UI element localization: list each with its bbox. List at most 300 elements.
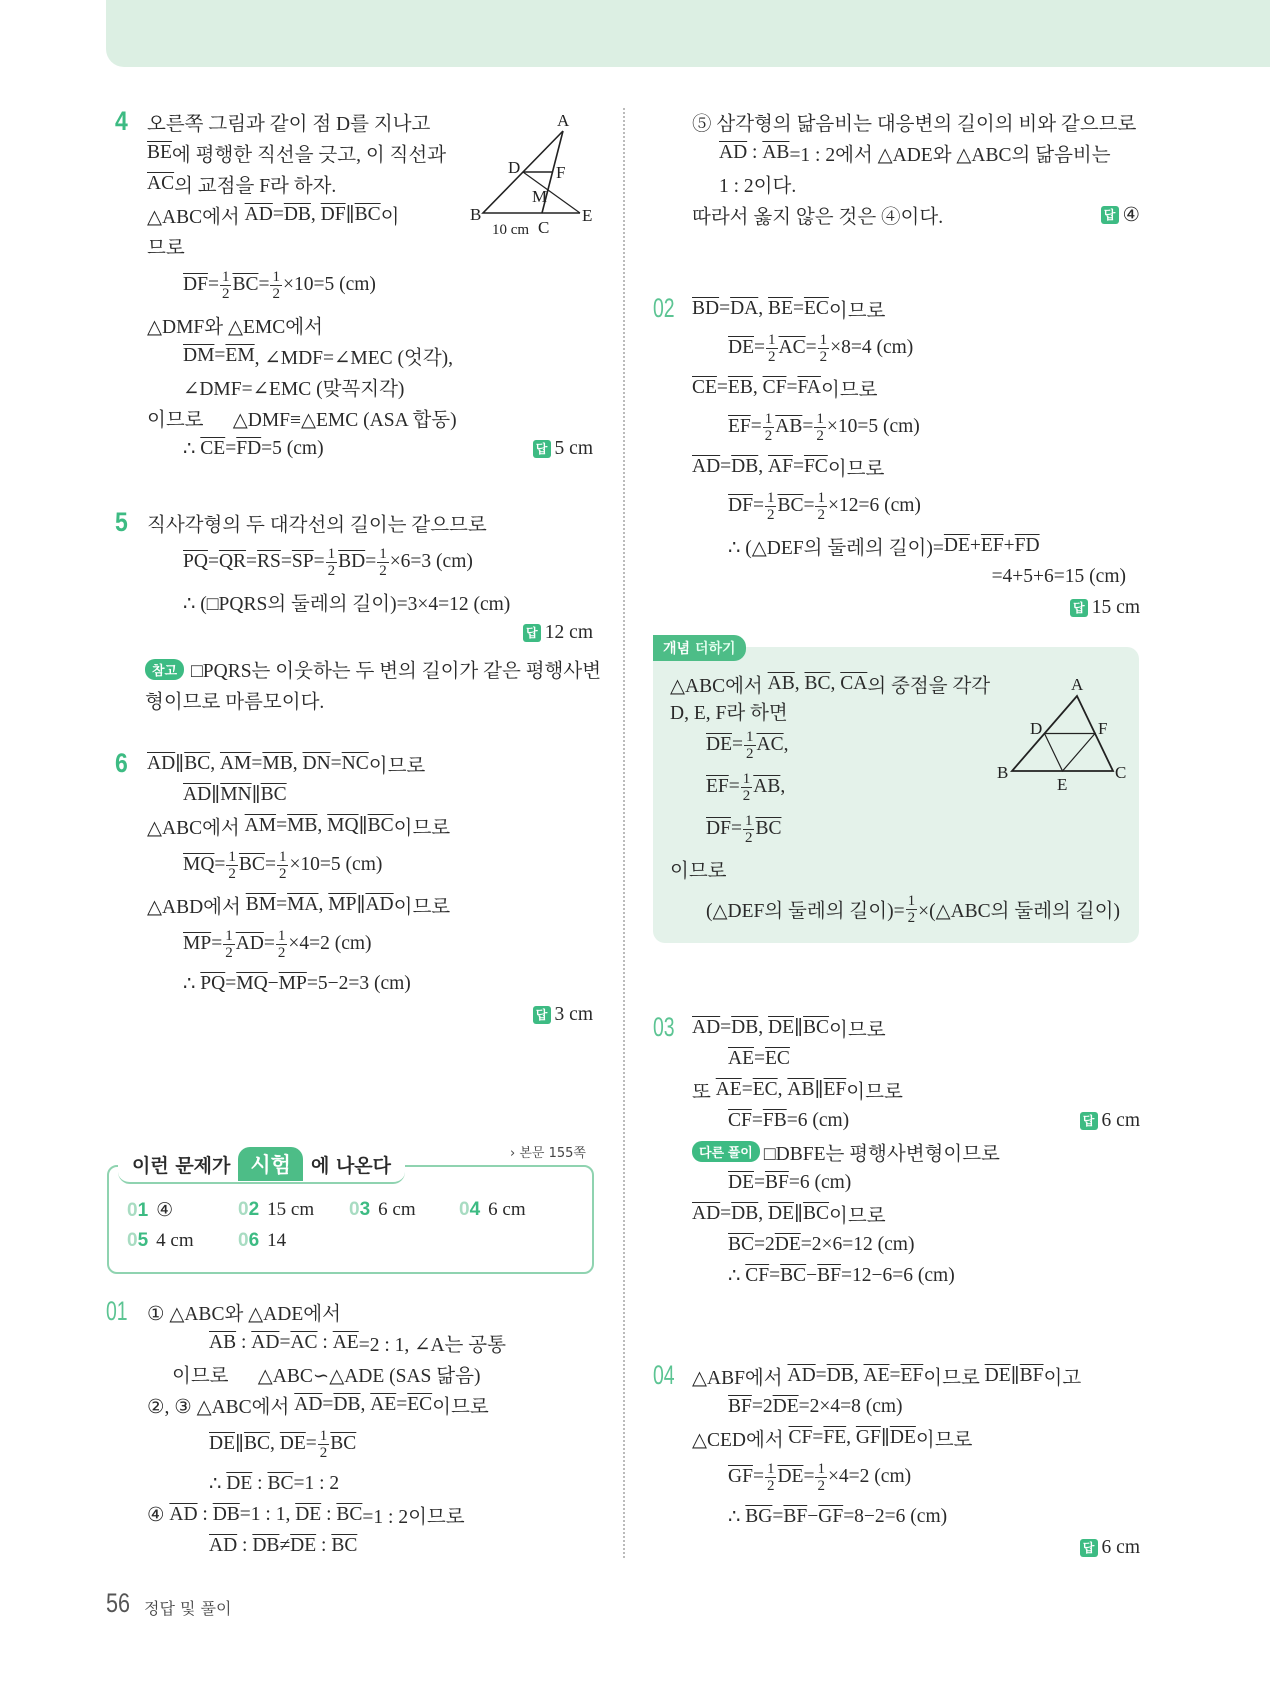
- text-run: ,: [270, 1433, 280, 1454]
- segment-name: $\overline{AB}$: [762, 141, 790, 163]
- text-line: [147, 810, 593, 841]
- segment-name: $\overline{BF}$: [783, 1505, 808, 1527]
- question-number: [238, 1230, 259, 1251]
- segment-name: $\overline{BE}$: [768, 297, 793, 319]
- text-run: ≠: [279, 1534, 291, 1556]
- text-run: =2 : 1, ∠A는 공통: [358, 1334, 506, 1356]
- fraction: [818, 332, 830, 365]
- text-line: [692, 324, 1140, 372]
- text-run: ∥: [211, 784, 221, 806]
- segment-name: $\overline{MQ}$: [327, 814, 359, 836]
- text-run: ∥: [345, 204, 355, 226]
- segment-name: $\overline{MB}$: [262, 752, 293, 774]
- segment-name: $\overline{AM}$: [244, 814, 277, 836]
- title-highlight: 시험: [238, 1147, 303, 1181]
- segment-name: $\overline{AD}$: [183, 783, 212, 805]
- text-run: 이므로: [923, 1367, 985, 1389]
- text-run: ,: [846, 1426, 856, 1448]
- tab-label: 더하기: [694, 641, 736, 657]
- segment-name: $\overline{BC}$: [755, 818, 782, 839]
- text-run: −: [807, 1505, 819, 1527]
- footer-title: 정답 및 풀이: [144, 1599, 232, 1618]
- text-line: [147, 841, 593, 889]
- text-line: [692, 106, 1140, 137]
- text-line: [670, 888, 1130, 930]
- text-line: [692, 1501, 1140, 1532]
- text-run: 오른쪽 그림과 같이 점 D를 지나고: [147, 113, 431, 135]
- text-run: =8−2=6 (cm): [843, 1505, 948, 1527]
- text-run: 이므로: [829, 1205, 886, 1227]
- segment-name: $\overline{AD}$: [365, 893, 394, 915]
- answer: [1070, 597, 1140, 619]
- segment-name: $\overline{QR}$: [218, 551, 247, 572]
- text-run: ∥: [814, 1079, 824, 1101]
- text-run: ×10=5 (cm): [282, 274, 376, 295]
- text-line: [147, 340, 593, 371]
- segment-name: $\overline{DN}$: [302, 752, 331, 774]
- number-prefix: 0: [238, 1230, 249, 1251]
- text-run: =: [805, 337, 817, 358]
- text-run: =: [792, 297, 804, 319]
- segment-name: $\overline{RS}$: [257, 551, 281, 572]
- text-run: :: [316, 1534, 332, 1556]
- question-number: [459, 1199, 480, 1220]
- text-line: [147, 1499, 594, 1530]
- segment-name: $\overline{CE}$: [692, 376, 717, 398]
- segment-name: $\overline{DB}$: [333, 1393, 361, 1415]
- segment-name: $\overline{AD}$: [692, 1202, 721, 1224]
- segment-name: $\overline{BM}$: [245, 893, 277, 915]
- text-run: ,: [752, 376, 763, 398]
- text-run: =2×6=12 (cm): [800, 1233, 915, 1255]
- text-run: =4+5+6=15 (cm): [991, 565, 1126, 587]
- segment-name: $\overline{AM}$: [219, 752, 252, 774]
- answer-value: 15 cm: [1091, 596, 1140, 618]
- label-B: B: [470, 205, 482, 224]
- text-line: [147, 1327, 594, 1358]
- text-run: △ABD에서: [147, 896, 246, 918]
- number-prefix: 0: [459, 1199, 470, 1220]
- segment-name: $\overline{MB}$: [287, 814, 318, 836]
- text-run: =: [214, 344, 226, 366]
- text-run: ,: [777, 1078, 788, 1100]
- text-run: =: [272, 203, 284, 225]
- text-run: =5 (cm): [261, 437, 324, 459]
- segment-name: $\overline{DE}$: [226, 1472, 253, 1494]
- text-run: =: [276, 893, 288, 915]
- segment-name: $\overline{DB}$: [731, 1016, 759, 1038]
- text-run: =12−6=6 (cm): [841, 1264, 955, 1286]
- text-run: 의 교점을 F라 하자.: [174, 175, 337, 197]
- text-run: =: [732, 734, 743, 755]
- numerator: 1: [907, 892, 916, 909]
- text-run: ④: [147, 1504, 170, 1526]
- text-run: 형이므로 마름모이다.: [145, 691, 325, 713]
- text-run: 따라서 옳지 않은 것은 ④이다.: [692, 206, 944, 228]
- segment-name: $\overline{MP}$: [328, 893, 357, 915]
- text-line: [145, 653, 602, 684]
- fraction: [277, 849, 289, 882]
- triangle-figure-2: [990, 670, 1130, 800]
- text-run: ∴ (□PQRS의 둘레의 길이)=3×4=12 (cm): [183, 593, 511, 615]
- text-run: ∴: [209, 1473, 227, 1495]
- text-run: =: [207, 551, 219, 572]
- text-run: 이므로: [432, 1396, 489, 1418]
- text-run: =: [752, 495, 764, 516]
- text-run: =: [792, 455, 804, 477]
- numerator: 1: [817, 1460, 825, 1477]
- denominator: 2: [278, 865, 287, 882]
- segment-name: $\overline{AD}$: [169, 1503, 198, 1525]
- text-line: [147, 538, 593, 586]
- text-line: [147, 617, 593, 648]
- segment-name: $\overline{AB}$: [209, 1331, 237, 1353]
- segment-name: $\overline{BC}$: [336, 1503, 363, 1525]
- text-run: △ABF에서: [692, 1367, 788, 1389]
- tab-label: 개념: [663, 641, 691, 657]
- question-01-continued: [692, 106, 1140, 230]
- segment-name: $\overline{AF}$: [768, 455, 793, 477]
- label-F: F: [556, 163, 566, 182]
- text-line: [692, 1453, 1140, 1501]
- text-line: [670, 850, 1130, 888]
- segment-name: $\overline{GF}$: [855, 1426, 881, 1448]
- segment-name: $\overline{MN}$: [220, 783, 252, 805]
- exam-answer-item: [127, 1230, 194, 1252]
- segment-name: $\overline{BC}$: [777, 495, 804, 516]
- text-run: ∥: [1010, 1365, 1020, 1387]
- segment-name: $\overline{DE}$: [768, 1016, 795, 1038]
- segment-name: $\overline{BC}$: [260, 783, 287, 805]
- text-run: ,: [853, 1364, 864, 1386]
- text-run: ∴: [728, 1265, 746, 1287]
- segment-name: $\overline{FD}$: [1014, 534, 1040, 556]
- text-run: =: [305, 1433, 317, 1454]
- exam-answer-item: [349, 1199, 416, 1221]
- segment-name: $\overline{MQ}$: [236, 972, 268, 994]
- text-run: =: [812, 1426, 824, 1448]
- text-line: [145, 684, 595, 715]
- segment-name: $\overline{BG}$: [745, 1505, 773, 1527]
- answer-value: 15 cm: [267, 1199, 315, 1220]
- text-line: [692, 372, 1140, 403]
- text-run: ∴: [183, 973, 201, 995]
- segment-name: $\overline{AE}$: [715, 1078, 742, 1100]
- number-digit: 3: [359, 1199, 371, 1220]
- segment-name: $\overline{AD}$: [787, 1364, 816, 1386]
- text-run: ×10=5 (cm): [289, 854, 383, 875]
- segment-name: $\overline{BC}$: [331, 1534, 358, 1556]
- page-reference-link[interactable]: [510, 1142, 586, 1161]
- numerator: 1: [221, 268, 230, 285]
- denominator: 2: [277, 944, 286, 961]
- text-run: ∥: [794, 1203, 804, 1225]
- text-run: ,: [758, 1202, 769, 1224]
- label-E: E: [582, 206, 593, 225]
- segment-name: $\overline{CE}$: [200, 437, 226, 459]
- text-run: =: [313, 551, 325, 572]
- label-F: F: [1098, 719, 1108, 738]
- segment-name: $\overline{AC}$: [778, 337, 806, 358]
- label-A: A: [1071, 675, 1084, 694]
- fraction: [765, 1461, 777, 1494]
- problem-5: [115, 507, 593, 648]
- text-run: =: [207, 274, 219, 295]
- answer-value: 6 cm: [378, 1199, 416, 1220]
- segment-name: $\overline{BF}$: [1019, 1364, 1044, 1386]
- text-line: [692, 592, 1140, 623]
- segment-name: $\overline{MQ}$: [183, 854, 215, 875]
- segment-name: $\overline{SP}$: [291, 551, 314, 572]
- fraction: [766, 332, 778, 365]
- segment-name: $\overline{DE}$: [279, 1433, 306, 1454]
- text-run: =2: [754, 1233, 775, 1255]
- label-length: 10 cm: [492, 222, 530, 238]
- text-run: =: [720, 455, 732, 477]
- text-line: [147, 889, 593, 920]
- title-part: 에 나온다: [310, 1154, 391, 1177]
- segment-name: $\overline{EC}$: [765, 1047, 790, 1069]
- numerator: 1: [744, 812, 753, 829]
- text-run: =: [280, 551, 292, 572]
- header-band: [106, 0, 1270, 67]
- denominator: 2: [819, 348, 828, 365]
- segment-name: $\overline{DF}$: [706, 818, 731, 839]
- text-line: [147, 1358, 594, 1389]
- fraction: [763, 411, 775, 444]
- question-03: [653, 1012, 1140, 1291]
- segment-name: $\overline{CF}$: [762, 376, 787, 398]
- text-line: [147, 748, 593, 779]
- text-run: :: [252, 1472, 268, 1494]
- segment-name: $\overline{EF}$: [706, 776, 729, 797]
- segment-name: $\overline{BF}$: [728, 1395, 752, 1417]
- segment-name: $\overline{DE}$: [889, 1426, 916, 1448]
- text-run: 이므로: [820, 379, 878, 401]
- text-run: =: [772, 1505, 784, 1527]
- denominator: 2: [746, 745, 754, 762]
- segment-name: $\overline{DE}$: [777, 1466, 804, 1487]
- text-line: [147, 433, 593, 464]
- answer: [1101, 203, 1140, 227]
- segment-name: $\overline{EC}$: [803, 297, 829, 319]
- text-line: [147, 968, 593, 999]
- exam-box-title: [118, 1146, 405, 1184]
- segment-name: $\overline{AD}$: [244, 203, 273, 225]
- segment-name: $\overline{BC}$: [367, 814, 394, 836]
- segment-name: $\overline{BC}$: [267, 1472, 294, 1494]
- number-digit: 6: [248, 1230, 260, 1251]
- segment-name: $\overline{GF}$: [818, 1505, 844, 1527]
- text-run: ∠DMF=∠EMC (맞꼭지각): [183, 378, 405, 400]
- text-run: −: [806, 1264, 818, 1286]
- text-line: [692, 168, 1140, 199]
- text-run: ×(△ABC의 둘레의 길이): [918, 901, 1120, 922]
- text-run: =: [225, 972, 237, 994]
- text-line: [147, 999, 593, 1030]
- question-number: [127, 1230, 148, 1251]
- text-run: ×4=2 (cm): [827, 1466, 912, 1487]
- numerator: 1: [225, 927, 233, 944]
- text-line: [692, 137, 1140, 168]
- label-D: D: [508, 158, 521, 177]
- text-run: ,: [210, 752, 220, 774]
- segment-name: $\overline{BF}$: [765, 1171, 789, 1193]
- label-D: D: [1030, 719, 1043, 738]
- segment-name: $\overline{CF}$: [728, 1109, 752, 1131]
- denominator: 2: [744, 829, 753, 846]
- text-run: =: [330, 752, 342, 774]
- text-run: =: [802, 416, 814, 437]
- text-run: +: [969, 534, 981, 556]
- segment-name: $\overline{BD}$: [338, 551, 366, 572]
- text-run: ,: [317, 814, 328, 836]
- numerator: 1: [319, 1427, 328, 1444]
- segment-name: $\overline{EC}$: [752, 1078, 778, 1100]
- text-run: =: [815, 1364, 827, 1386]
- text-line: [147, 309, 593, 340]
- text-run: −: [267, 972, 279, 994]
- text-run: :: [236, 1331, 252, 1353]
- segment-name: $\overline{FE}$: [823, 1426, 847, 1448]
- numerator: 1: [768, 331, 776, 348]
- label-C: C: [1115, 763, 1127, 782]
- text-run: :: [747, 141, 763, 163]
- text-run: ,: [360, 1393, 371, 1415]
- text-run: =: [225, 437, 237, 459]
- denominator: 2: [768, 348, 776, 365]
- text-run: =: [730, 818, 742, 839]
- text-run: =: [276, 814, 288, 836]
- text-run: =5−2=3 (cm): [306, 972, 411, 994]
- text-run: :: [237, 1534, 253, 1556]
- note-5: [145, 653, 602, 715]
- text-run: ,: [310, 203, 321, 225]
- text-run: =2×4=8 (cm): [798, 1395, 903, 1417]
- label-C: C: [538, 218, 550, 237]
- answer-value: 3 cm: [554, 1003, 593, 1025]
- text-run: =: [754, 337, 765, 358]
- fraction: [226, 849, 238, 882]
- segment-name: $\overline{DE}$: [728, 337, 754, 358]
- alt-solution-badge: 다른 풀이: [692, 1141, 760, 1162]
- text-run: ,: [318, 893, 329, 915]
- fraction: [270, 269, 282, 302]
- answer-value: 6 cm: [1101, 1109, 1140, 1131]
- text-run: =: [251, 752, 263, 774]
- text-line: [692, 561, 1140, 592]
- fraction: [220, 269, 232, 302]
- text-run: □PQRS는 이웃하는 두 변의 길이가 같은 평행사변: [191, 660, 602, 682]
- numerator: 1: [764, 410, 773, 427]
- fraction: [814, 411, 826, 444]
- answer-value: 6 cm: [488, 1199, 526, 1220]
- fraction: [743, 813, 755, 846]
- segment-name: $\overline{BC}$: [244, 1433, 271, 1454]
- text-run: =1 : 2에서 △ADE와 △ABC의 닮음비는: [789, 144, 1111, 166]
- fraction: [318, 1428, 330, 1461]
- text-run: 이므로: [915, 1429, 973, 1451]
- answer-icon: 답: [533, 1006, 551, 1024]
- denominator: 2: [817, 1477, 825, 1494]
- answer-icon: 답: [1070, 599, 1088, 617]
- text-line: [692, 482, 1140, 530]
- number-digit: 2: [248, 1199, 260, 1220]
- segment-name: $\overline{AC}$: [147, 172, 175, 194]
- question-number: 03: [653, 1012, 675, 1042]
- text-run: ×6=3 (cm): [389, 551, 473, 572]
- segment-name: $\overline{DB}$: [212, 1503, 240, 1525]
- answer-value: 12 cm: [544, 621, 593, 643]
- text-run: ×12=6 (cm): [827, 495, 921, 516]
- numerator: 1: [816, 410, 824, 427]
- denominator: 2: [816, 427, 824, 444]
- segment-name: $\overline{AB}$: [753, 776, 781, 797]
- denominator: 2: [228, 865, 236, 882]
- text-line: [692, 293, 1140, 324]
- question-number: 01: [106, 1296, 128, 1326]
- segment-name: $\overline{BE}$: [147, 141, 172, 163]
- text-run: 1 : 2이다.: [719, 175, 797, 197]
- segment-name: $\overline{EF}$: [900, 1364, 924, 1386]
- question-number: 02: [653, 293, 675, 323]
- text-run: 이므로: [827, 458, 885, 480]
- text-run: =: [728, 776, 740, 797]
- text-line: [692, 199, 1140, 230]
- text-run: :: [197, 1503, 213, 1525]
- segment-name: $\overline{AD}$: [692, 1016, 721, 1038]
- numerator: 1: [379, 545, 387, 562]
- text-run: =: [889, 1364, 901, 1386]
- text-line: [147, 507, 593, 538]
- segment-name: $\overline{DE}$: [772, 1395, 799, 1417]
- text-run: =: [719, 297, 731, 319]
- segment-name: $\overline{DF}$: [183, 274, 208, 295]
- text-run: 이므로: [846, 1081, 903, 1103]
- fraction: [223, 928, 235, 961]
- text-run: =: [716, 376, 728, 398]
- segment-name: $\overline{FD}$: [236, 437, 262, 459]
- segment-name: $\overline{FC}$: [803, 455, 828, 477]
- segment-name: $\overline{AB}$: [775, 416, 803, 437]
- segment-name: $\overline{PQ}$: [200, 972, 226, 994]
- text-run: 이므로: [829, 1019, 886, 1041]
- text-run: ,: [780, 776, 786, 797]
- text-line: [147, 402, 593, 433]
- answer: [1080, 1537, 1140, 1559]
- segment-name: $\overline{BC}$: [238, 854, 265, 875]
- numerator: 1: [766, 489, 775, 506]
- segment-name: $\overline{MA}$: [287, 893, 319, 915]
- denominator: 2: [272, 285, 280, 302]
- segment-name: $\overline{BF}$: [817, 1264, 842, 1286]
- text-line: [692, 1043, 1140, 1074]
- text-run: ②, ③ △ABC에서: [147, 1396, 295, 1418]
- segment-name: $\overline{BC}$: [354, 203, 381, 225]
- segment-name: $\overline{EM}$: [225, 344, 255, 366]
- fraction: [326, 546, 338, 579]
- segment-name: $\overline{FA}$: [797, 376, 821, 398]
- answer-value: ④: [156, 1200, 174, 1221]
- segment-name: $\overline{CF}$: [788, 1426, 813, 1448]
- segment-name: $\overline{DB}$: [826, 1364, 854, 1386]
- text-run: 이고: [1043, 1367, 1082, 1389]
- segment-name: $\overline{MP}$: [278, 972, 307, 994]
- fraction: [815, 490, 827, 523]
- segment-name: $\overline{AB}$: [767, 672, 795, 694]
- numerator: 1: [327, 545, 336, 562]
- text-run: =: [396, 1393, 408, 1415]
